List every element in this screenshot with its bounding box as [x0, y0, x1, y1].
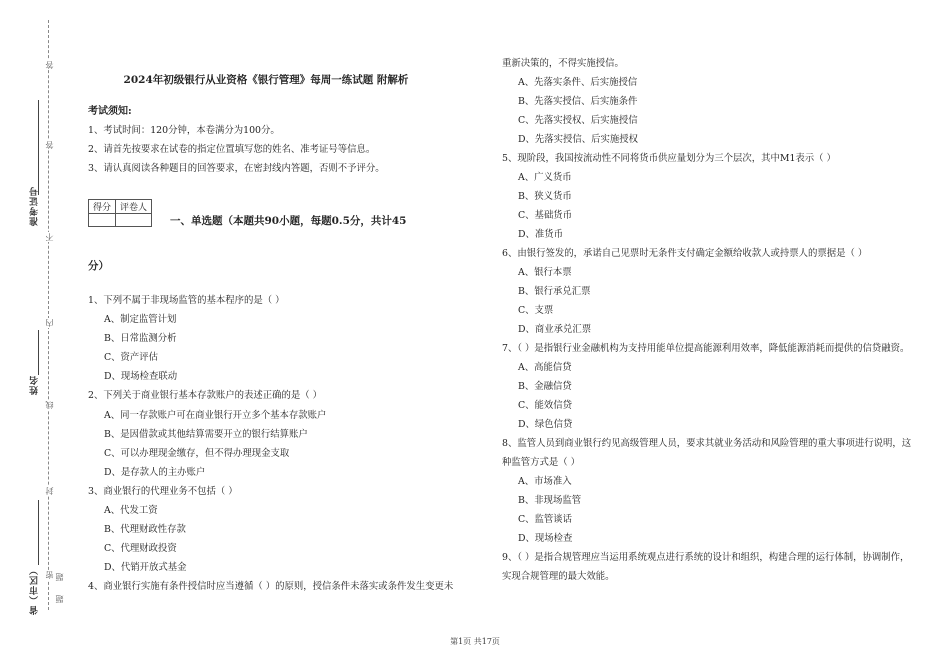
- notice-item: 3、请认真阅读各种题目的回答要求，在密封线内答题，否则不予评分。: [88, 163, 385, 174]
- question-continuation: 重新决策的，不得实施授信。: [502, 58, 624, 69]
- question-stem: 7、（ ）是指银行业金融机构为支持用能单位提高能源利用效率，降低能源消耗而提供的信贷融资。: [502, 343, 910, 354]
- score-header: 得分: [89, 200, 116, 214]
- section-heading: 一、单选题（本题共90小题，每题0.5分，共计45: [170, 215, 407, 227]
- question-stem: 9、（ ）是指合规管理应当运用系统观点进行系统的设计和组织，构建合理的运行体制，协调制作，实现合规管理的最大效能。: [502, 552, 910, 582]
- page-footer: 第1页 共17页: [450, 637, 500, 646]
- answer-option[interactable]: B、金融信贷: [518, 381, 572, 392]
- answer-option[interactable]: B、银行承兑汇票: [518, 286, 591, 297]
- question-stem: 1、下列不属于非现场监管的基本程序的是（ ）: [88, 295, 285, 306]
- score-cell[interactable]: [89, 214, 116, 227]
- answer-option[interactable]: D、商业承兑汇票: [518, 324, 592, 335]
- answer-option[interactable]: B、是因借款或其他结算需要开立的银行结算账户: [104, 428, 308, 440]
- grader-cell[interactable]: [116, 214, 152, 227]
- binding-label-xian: 线: [45, 401, 54, 409]
- grader-header: 评卷人: [116, 200, 152, 214]
- answer-option[interactable]: A、制定监管计划: [104, 314, 177, 326]
- binding-label-ti2: 题: [55, 595, 64, 603]
- answer-option[interactable]: C、能效信贷: [518, 400, 573, 411]
- answer-option[interactable]: B、日常监测分析: [104, 333, 177, 345]
- answer-option[interactable]: C、代理财政投资: [104, 543, 177, 555]
- notice-item: 2、请首先按要求在试卷的指定位置填写您的姓名、准考证号等信息。: [88, 144, 376, 155]
- answer-option[interactable]: C、先落实授权、后实施授信: [518, 115, 638, 126]
- answer-option[interactable]: B、先落实授信、后实施条件: [518, 96, 638, 107]
- answer-option[interactable]: D、是存款人的主办账户: [104, 466, 206, 478]
- seal-line: [48, 20, 49, 610]
- id-underline: [38, 100, 39, 195]
- answer-option[interactable]: C、资产评估: [104, 352, 159, 364]
- notice-heading: 考试须知:: [88, 106, 132, 117]
- answer-option[interactable]: A、市场准入: [518, 476, 572, 487]
- province-label: 省（市区）: [30, 565, 40, 615]
- exam-title: 2024年初级银行从业资格《银行管理》每周一练试题 附解析: [123, 74, 409, 86]
- answer-option[interactable]: C、监管谈话: [518, 514, 573, 525]
- question-stem: 8、监管人员到商业银行约见高级管理人员，要求其就业务活动和风险管理的重大事项进行说明，这种监管方式是（ ）: [502, 438, 912, 468]
- answer-option[interactable]: C、支票: [518, 305, 554, 316]
- binding-label-bu: 不: [45, 233, 54, 241]
- answer-option[interactable]: B、代理财政性存款: [104, 524, 186, 536]
- answer-option[interactable]: D、现场检查: [518, 533, 573, 544]
- binding-strip: [0, 0, 70, 671]
- section-heading-cont: 分）: [88, 260, 109, 272]
- binding-label-da: 答: [45, 61, 54, 69]
- answer-option[interactable]: C、基础货币: [518, 210, 573, 221]
- province-underline: [38, 500, 39, 565]
- binding-label-da2: 答: [45, 141, 54, 149]
- answer-option[interactable]: A、代发工资: [104, 505, 158, 517]
- answer-option[interactable]: A、银行本票: [518, 267, 572, 278]
- score-table: [88, 199, 152, 227]
- answer-option[interactable]: A、先落实条件、后实施授信: [518, 77, 638, 88]
- binding-label-ti: 题: [55, 573, 64, 581]
- answer-option[interactable]: D、先落实授信、后实施授权: [518, 134, 639, 145]
- answer-option[interactable]: B、狭义货币: [518, 191, 572, 202]
- answer-option[interactable]: A、广义货币: [518, 172, 572, 183]
- question-stem: 5、现阶段，我国按流动性不同将货币供应量划分为三个层次，其中M1表示（ ）: [502, 153, 836, 164]
- answer-option[interactable]: D、现场检查联动: [104, 371, 178, 383]
- id-number-label: 准考证号: [30, 186, 40, 226]
- question-stem: 3、商业银行的代理业务不包括（ ）: [88, 485, 238, 497]
- name-underline: [38, 330, 39, 375]
- question-stem: 2、下列关于商业银行基本存款账户的表述正确的是（ ）: [88, 390, 322, 402]
- question-stem: 4、商业银行实施有条件授信时应当遵循（ ）的原则，授信条件未落实或条件发生变更未: [88, 581, 454, 593]
- left-column-header: [88, 70, 488, 178]
- name-label: 姓名: [30, 375, 40, 395]
- answer-option[interactable]: D、准货币: [518, 229, 564, 240]
- answer-option[interactable]: A、高能信贷: [518, 362, 572, 373]
- answer-option[interactable]: D、绿色信贷: [518, 419, 573, 430]
- binding-label-feng: 封: [45, 487, 54, 495]
- answer-option[interactable]: B、非现场监管: [518, 495, 582, 506]
- binding-label-mi: 密: [45, 571, 54, 579]
- answer-option[interactable]: A、同一存款账户可在商业银行开立多个基本存款账户: [104, 409, 327, 421]
- binding-label-nei: 内: [45, 319, 54, 327]
- answer-option[interactable]: C、可以办理现金缴存，但不得办理现金支取: [104, 447, 290, 459]
- right-question-list: [502, 54, 912, 586]
- answer-option[interactable]: D、代销开放式基金: [104, 562, 187, 574]
- notice-item: 1、考试时间：120分钟，本卷满分为100分。: [88, 125, 280, 136]
- question-stem: 6、由银行签发的，承诺自己见票时无条件支付确定金额给收款人或持票人的票据是（ ）: [502, 248, 868, 259]
- left-question-list: [88, 291, 488, 597]
